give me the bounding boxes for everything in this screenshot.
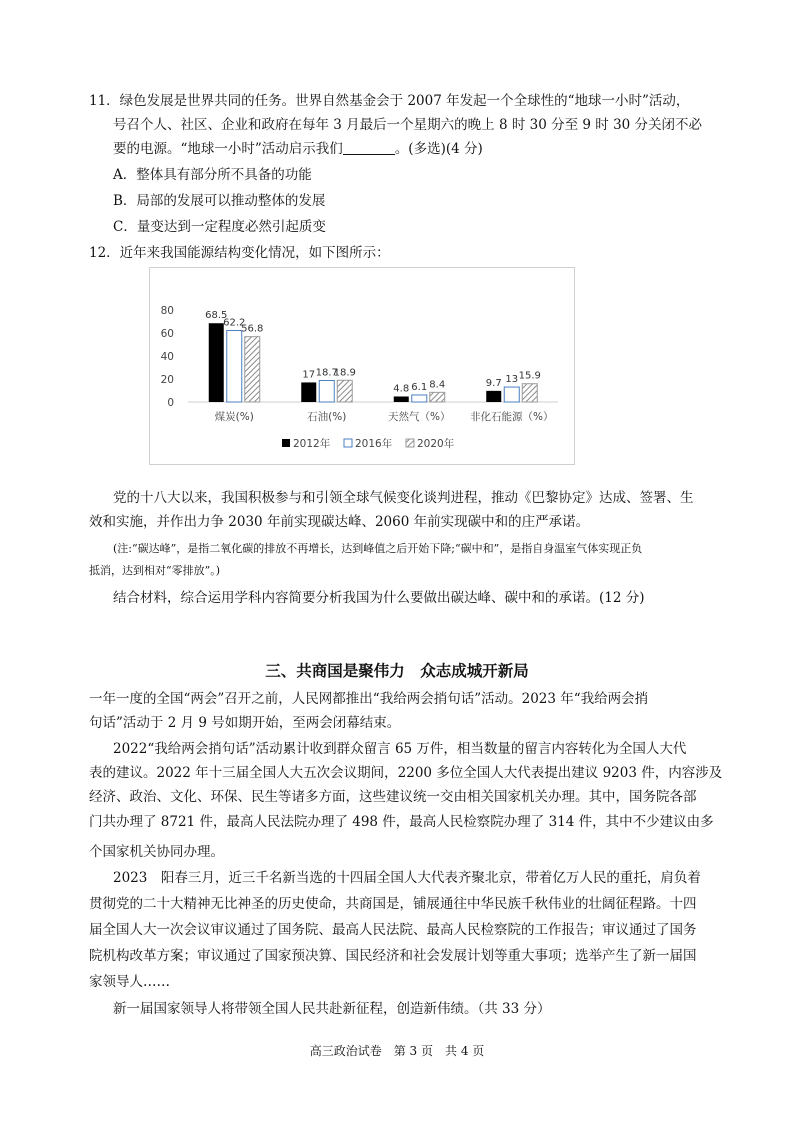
data-label: 17 [302,369,316,381]
s3-p3-line4: 院机构改革方案；审议通过了国家预决算、国民经济和社会发展计划等重大事项；选举产生了新一届国 [89,948,697,964]
q11-stem-line3-text: 要的电源。“地球一小时”活动启示我们 [113,141,343,157]
s3-p2-line5: 个国家机关协同办理。 [89,844,224,860]
category-label: 石油(%) [307,411,347,423]
energy-chart-svg [150,268,574,464]
legend-label: 2012年 [293,438,331,450]
category-label: 煤炭(%) [214,411,254,423]
y-tick-label: 40 [160,351,174,363]
bar-2020年 [337,380,352,402]
data-label: 68.5 [205,310,228,322]
s3-p3-line3: 届全国人大一次会议审议通过了国务院、最高人民法院、最高人民检察院的工作报告；审议通过了国务 [89,922,697,938]
data-label: 9.7 [485,377,502,389]
data-label: 15.9 [518,370,541,382]
data-label: 6.1 [411,381,428,393]
s3-p3-line2: 贯彻党的二十大精神无比神圣的历史使命，共商国是，铺展通往中华民族千秋伟业的壮阔征程路。十四 [89,896,697,912]
bar-2012年 [394,396,409,402]
s3-p4: 新一届国家领导人将带领全国人民共赴新征程，创造新伟绩。（共 33 分） [113,1001,551,1017]
data-label: 18.7 [315,367,338,379]
q11-stem-line3 [113,140,483,158]
bar-2020年 [522,384,537,402]
legend-label: 2016年 [355,438,393,450]
bar-2016年 [504,387,519,402]
q11-stem-line1: 11．绿色发展是世界共同的任务。世界自然基金会于 2007 年发起一个全球性的“地球一小时”活动， [89,93,690,109]
s3-p1-line2: 句话”活动于 2 月 9 号如期开始，至两会闭幕结束。 [89,715,401,731]
s3-p3-line5: 家领导人…… [89,974,170,990]
s3-p3-line1: 2023 阳春三月，近三千名新当选的十四届全国人大代表齐聚北京，带着亿万人民的重托，肩负着 [113,870,701,886]
section-title: 三、共商国是聚伟力 众志成城开新局 [265,661,529,680]
s3-p2-line3: 经济、政治、文化、环保、民生等诸多方面，这些建议统一交由相关国家机关办理。其中，国务院各部 [89,789,697,805]
answer-blank[interactable] [343,141,395,155]
data-label: 62.2 [223,317,246,329]
bar-2012年 [486,391,501,402]
energy-structure-chart [149,267,575,465]
bar-2020年 [430,392,445,402]
q12-intro: 12．近年来我国能源结构变化情况，如下图所示： [89,245,390,261]
bar-2012年 [209,323,224,402]
data-label: 4.8 [393,383,410,395]
s3-p2-line4: 门共办理了 8721 件，最高人民法院办理了 498 件，最高人民检察院办理了 314 件，其中不少建议由多 [89,814,714,830]
page-footer: 高三政治试卷 第 3 页 共 4 页 [309,1044,485,1058]
bar-2012年 [301,382,316,402]
data-label: 56.8 [241,323,264,335]
s3-p2-line1: 2022“我给两会捎句话”活动累计收到群众留言 65 万件，相当数量的留言内容转化为全国人大代 [113,741,687,757]
y-tick-label: 60 [160,328,174,340]
bar-2020年 [245,337,260,402]
s3-p1-line1: 一年一度的全国“两会”召开之前，人民网都推出“我给两会捎句话”活动。2023 年“我给两会捎 [89,691,649,707]
legend-swatch-2020年 [406,439,414,447]
y-tick-label: 20 [160,374,174,386]
bar-2016年 [227,330,242,402]
q12-material-line1: 党的十八大以来，我国积极参与和引领全球气候变化谈判进程，推动《巴黎协定》达成、签署、生 [113,490,694,506]
legend-label: 2020年 [417,438,455,450]
q12-question: 结合材料，综合运用学科内容简要分析我国为什么要做出碳达峰、碳中和的承诺。(12 分) [113,590,645,606]
data-label: 18.9 [333,367,356,379]
data-label: 8.4 [429,379,446,391]
q11-stem-line2: 号召个人、社区、企业和政府在每年 3 月最后一个星期六的晚上 8 时 30 分至 9 时 30 分关闭不必 [113,117,703,133]
legend-swatch-2012年 [282,439,290,447]
bar-2016年 [412,395,427,402]
s3-p2-line2: 表的建议。2022 年十三届全国人大五次会议期间，2200 多位全国人大代表提出建议 9203 件，内容涉及 [89,765,723,781]
q12-material-line2: 效和实施，并作出力争 2030 年前实现碳达峰、2060 年前实现碳中和的庄严承诺。 [89,514,590,530]
category-label: 天然气（%） [388,411,451,423]
q11-stem-line3-tail: 。(多选)(4 分) [394,141,483,157]
data-label: 13 [505,374,519,386]
y-tick-label: 0 [167,397,174,409]
y-tick-label: 80 [160,305,174,317]
q12-note-line2: 抵消，达到相对“零排放”。) [89,564,221,577]
q11-option-c: C．量变达到一定程度必然引起质变 [113,219,326,235]
legend-swatch-2016年 [344,439,352,447]
q11-option-b: B．局部的发展可以推动整体的发展 [113,193,326,209]
bar-2016年 [319,380,334,402]
category-label: 非化石能源（%） [470,411,554,423]
q11-option-a: A．整体具有部分所不具备的功能 [113,167,312,183]
q12-note-line1: (注:“碳达峰”，是指二氧化碳的排放不再增长，达到峰值之后开始下降;“碳中和”，是指自身温室气体实现正负 [113,542,643,555]
